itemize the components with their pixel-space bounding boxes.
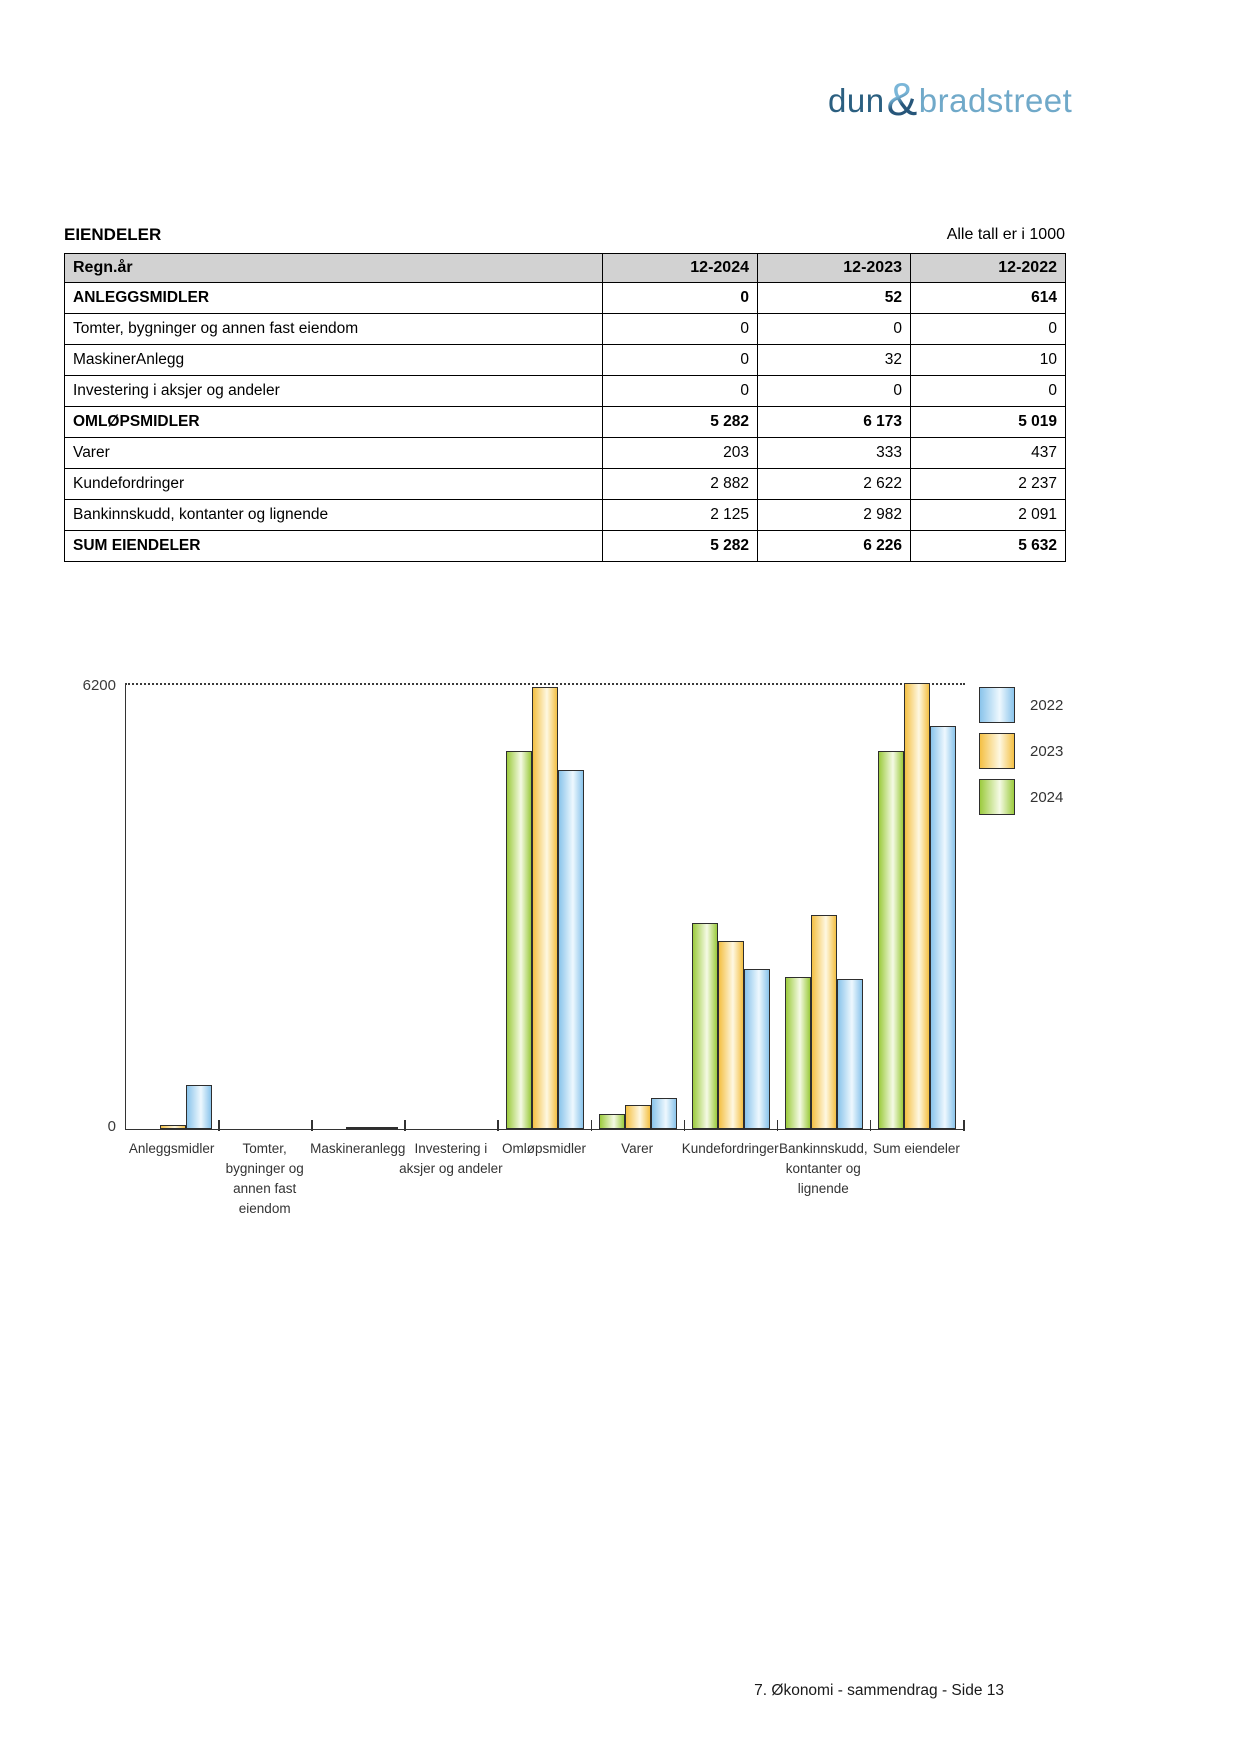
row-label: Investering i aksjer og andeler bbox=[65, 376, 603, 407]
y-axis-label-max: 6200 bbox=[82, 677, 116, 694]
bar-2023 bbox=[160, 1125, 186, 1129]
dun-bradstreet-logo bbox=[828, 73, 1073, 126]
x-tick bbox=[591, 1120, 593, 1131]
page-footer: 7. Økonomi - sammendrag - Side 13 bbox=[754, 1682, 1004, 1699]
x-tick bbox=[777, 1120, 779, 1131]
assets-table bbox=[64, 253, 1066, 562]
bar-2024 bbox=[785, 977, 811, 1129]
column-header: Regn.år bbox=[65, 254, 603, 283]
category-label: Tomter, bygninger og annen fast eiendom bbox=[225, 1141, 304, 1216]
table-row bbox=[65, 469, 1066, 500]
category-label: Varer bbox=[621, 1141, 654, 1156]
bar-2022 bbox=[930, 726, 956, 1129]
row-value: 2 622 bbox=[758, 469, 911, 500]
row-label: MaskinerAnlegg bbox=[65, 345, 603, 376]
bar-2023 bbox=[625, 1105, 651, 1129]
x-tick bbox=[870, 1120, 872, 1131]
bar-2023 bbox=[811, 915, 837, 1129]
bar-2024 bbox=[878, 751, 904, 1129]
bar-2022 bbox=[372, 1127, 398, 1129]
row-value: 6 173 bbox=[758, 407, 911, 438]
row-value: 5 282 bbox=[603, 407, 758, 438]
row-label: Tomter, bygninger og annen fast eiendom bbox=[65, 314, 603, 345]
table-row bbox=[65, 345, 1066, 376]
category-label: Omløpsmidler bbox=[501, 1141, 586, 1156]
row-value: 0 bbox=[911, 314, 1066, 345]
bar-2024 bbox=[692, 923, 718, 1129]
units-note: Alle tall er i 1000 bbox=[946, 226, 1065, 243]
row-value: 0 bbox=[603, 345, 758, 376]
section-title: EIENDELER bbox=[64, 225, 162, 244]
table-row bbox=[65, 438, 1066, 469]
row-value: 10 bbox=[911, 345, 1066, 376]
row-value: 0 bbox=[603, 376, 758, 407]
row-value: 5 282 bbox=[603, 531, 758, 562]
assets-table-header bbox=[65, 254, 1066, 283]
row-value: 333 bbox=[758, 438, 911, 469]
bar-2022 bbox=[744, 969, 770, 1129]
table-row bbox=[65, 376, 1066, 407]
row-label: Bankinnskudd, kontanter og lignende bbox=[65, 500, 603, 531]
row-value: 6 226 bbox=[758, 531, 911, 562]
legend-swatch-2024 bbox=[979, 779, 1015, 815]
y-axis-label-zero: 0 bbox=[107, 1118, 116, 1135]
bar-2023 bbox=[532, 687, 558, 1129]
row-label: Varer bbox=[65, 438, 603, 469]
row-value: 2 237 bbox=[911, 469, 1066, 500]
row-value: 203 bbox=[603, 438, 758, 469]
table-row bbox=[65, 283, 1066, 314]
bar-2024 bbox=[506, 751, 532, 1129]
x-tick bbox=[684, 1120, 686, 1131]
logo-text-dun: dun bbox=[828, 82, 885, 119]
legend-swatch-2022 bbox=[979, 687, 1015, 723]
bar-2024 bbox=[599, 1114, 625, 1129]
row-label: OMLØPSMIDLER bbox=[65, 407, 603, 438]
row-value: 2 882 bbox=[603, 469, 758, 500]
category-label: Sum eiendeler bbox=[872, 1141, 960, 1156]
ampersand-icon: & bbox=[886, 73, 918, 125]
column-header: 12-2024 bbox=[603, 254, 758, 283]
legend-label: 2024 bbox=[1030, 788, 1064, 806]
chart-legend bbox=[979, 687, 1063, 815]
bar-2022 bbox=[558, 770, 584, 1129]
legend-label: 2023 bbox=[1030, 742, 1064, 760]
row-value: 0 bbox=[911, 376, 1066, 407]
row-value: 2 091 bbox=[911, 500, 1066, 531]
x-tick bbox=[963, 1120, 965, 1131]
x-tick bbox=[218, 1120, 220, 1131]
bar-2023 bbox=[904, 683, 930, 1129]
row-value: 0 bbox=[603, 314, 758, 345]
legend-swatch-2023 bbox=[979, 733, 1015, 769]
row-label: SUM EIENDELER bbox=[65, 531, 603, 562]
table-row bbox=[65, 314, 1066, 345]
row-value: 2 982 bbox=[758, 500, 911, 531]
x-tick bbox=[497, 1120, 499, 1131]
category-label: Kundefordringer bbox=[681, 1141, 779, 1156]
category-label: Maskineranlegg bbox=[310, 1141, 406, 1156]
row-value: 0 bbox=[603, 283, 758, 314]
row-value: 0 bbox=[758, 376, 911, 407]
table-row bbox=[65, 500, 1066, 531]
row-value: 5 632 bbox=[911, 531, 1066, 562]
category-label: Bankinnskudd, kontanter og lignende bbox=[779, 1141, 868, 1196]
row-value: 2 125 bbox=[603, 500, 758, 531]
legend-label: 2022 bbox=[1030, 696, 1064, 714]
row-value: 5 019 bbox=[911, 407, 1066, 438]
column-header: 12-2022 bbox=[911, 254, 1066, 283]
legend-item bbox=[979, 779, 1063, 815]
bar-2023 bbox=[346, 1127, 372, 1129]
bar-2022 bbox=[837, 979, 863, 1129]
row-value: 614 bbox=[911, 283, 1066, 314]
table-row bbox=[65, 407, 1066, 438]
legend-item bbox=[979, 733, 1063, 769]
row-value: 52 bbox=[758, 283, 911, 314]
column-header: 12-2023 bbox=[758, 254, 911, 283]
category-label: Anleggsmidler bbox=[128, 1141, 215, 1156]
bar-2023 bbox=[718, 941, 744, 1129]
row-label: ANLEGGSMIDLER bbox=[65, 283, 603, 314]
bar-2022 bbox=[651, 1098, 677, 1129]
logo-text-bradstreet: bradstreet bbox=[918, 82, 1073, 119]
category-label: Investering i aksjer og andeler bbox=[399, 1141, 503, 1176]
legend-item bbox=[979, 687, 1063, 723]
table-row bbox=[65, 531, 1066, 562]
row-value: 0 bbox=[758, 314, 911, 345]
x-tick bbox=[404, 1120, 406, 1131]
row-value: 437 bbox=[911, 438, 1066, 469]
row-label: Kundefordringer bbox=[65, 469, 603, 500]
x-tick bbox=[311, 1120, 313, 1131]
bar-2022 bbox=[186, 1085, 212, 1129]
row-value: 32 bbox=[758, 345, 911, 376]
assets-table-body bbox=[65, 283, 1066, 562]
bar-chart-plot-area bbox=[125, 685, 964, 1130]
